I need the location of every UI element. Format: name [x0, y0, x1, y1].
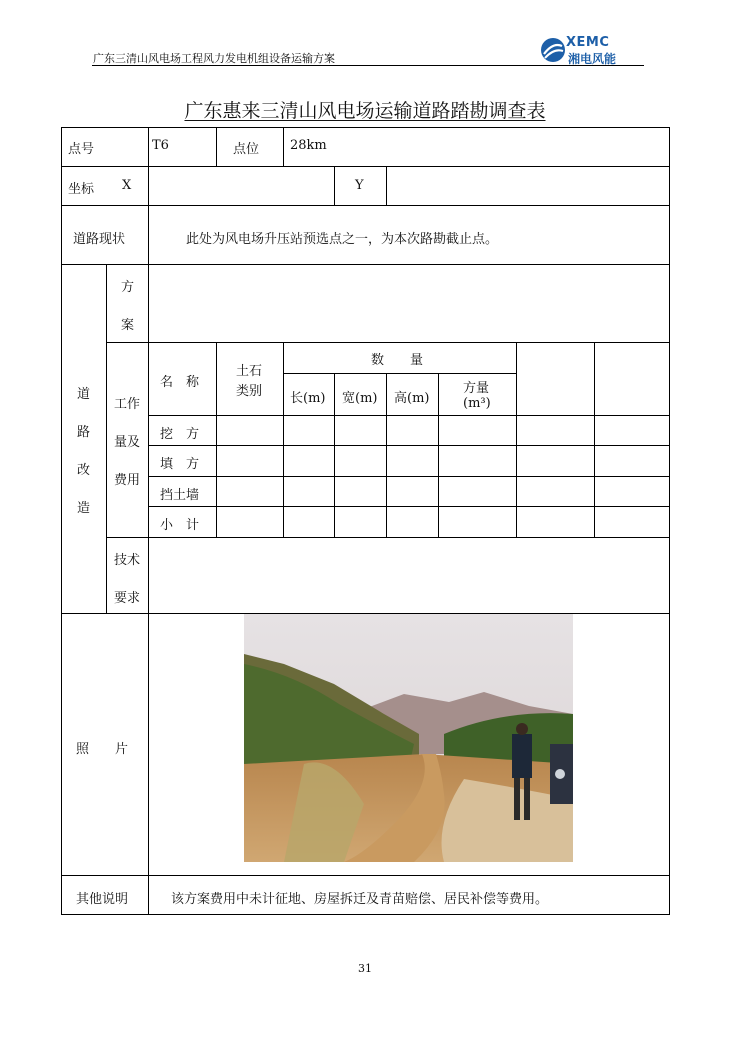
- work-label-line: 工作: [114, 397, 141, 412]
- coordinate-label: 坐标: [68, 182, 95, 197]
- work-label-line: 量及: [114, 435, 141, 450]
- header-volume-unit: (m³): [463, 396, 491, 411]
- document-header: 广东三清山风电场工程风力发电机组设备运输方案: [93, 52, 335, 65]
- work-row-name: 挖 方: [160, 427, 200, 442]
- work-row-name: 小 计: [160, 518, 200, 533]
- improvement-label-char: 改: [77, 463, 91, 478]
- header-quantity: 数 量: [371, 353, 424, 368]
- other-notes-label: 其他说明: [76, 892, 129, 907]
- tech-label-line: 要求: [114, 591, 141, 606]
- work-row-name: 填 方: [160, 457, 200, 472]
- plan-label-char: 案: [121, 318, 135, 333]
- position-label: 点位: [233, 142, 260, 157]
- header-soil-line1: 土石: [236, 364, 263, 379]
- header-height: 高(m): [394, 391, 430, 406]
- work-row-name: 挡土墙: [160, 488, 200, 503]
- header-length: 长(m): [290, 391, 326, 406]
- improvement-label-char: 路: [77, 425, 91, 440]
- plan-label-char: 方: [121, 280, 135, 295]
- point-number-value: T6: [152, 138, 169, 153]
- header-volume: 方量: [463, 381, 490, 396]
- improvement-label-char: 造: [77, 501, 91, 516]
- header-name: 名 称: [160, 375, 200, 390]
- header-soil-line2: 类别: [236, 384, 263, 399]
- coordinate-y-label: Y: [355, 178, 364, 193]
- coordinate-x-label: X: [122, 178, 132, 193]
- rural-dirt-road-image: [244, 614, 573, 862]
- page-title: 广东惠来三清山风电场运输道路踏勘调查表: [184, 100, 546, 122]
- header-width: 宽(m): [342, 391, 378, 406]
- road-status-value: 此处为风电场升压站预选点之一，为本次路勘截止点。: [186, 232, 499, 247]
- work-label-line: 费用: [114, 473, 141, 488]
- site-photo: [244, 614, 573, 862]
- photo-label: 照 片: [76, 742, 129, 757]
- position-value: 28km: [290, 138, 327, 153]
- improvement-label-char: 道: [77, 387, 91, 402]
- road-status-label: 道路现状: [73, 232, 126, 247]
- logo-text-cn: 湘电风能: [568, 52, 617, 66]
- logo-text-en: XEMC: [566, 35, 610, 50]
- point-number-label: 点号: [68, 142, 95, 157]
- tech-label-line: 技术: [114, 553, 141, 568]
- other-notes-value: 该方案费用中未计征地、房屋拆迁及青苗赔偿、居民补偿等费用。: [171, 892, 549, 907]
- page-number: 31: [358, 962, 372, 975]
